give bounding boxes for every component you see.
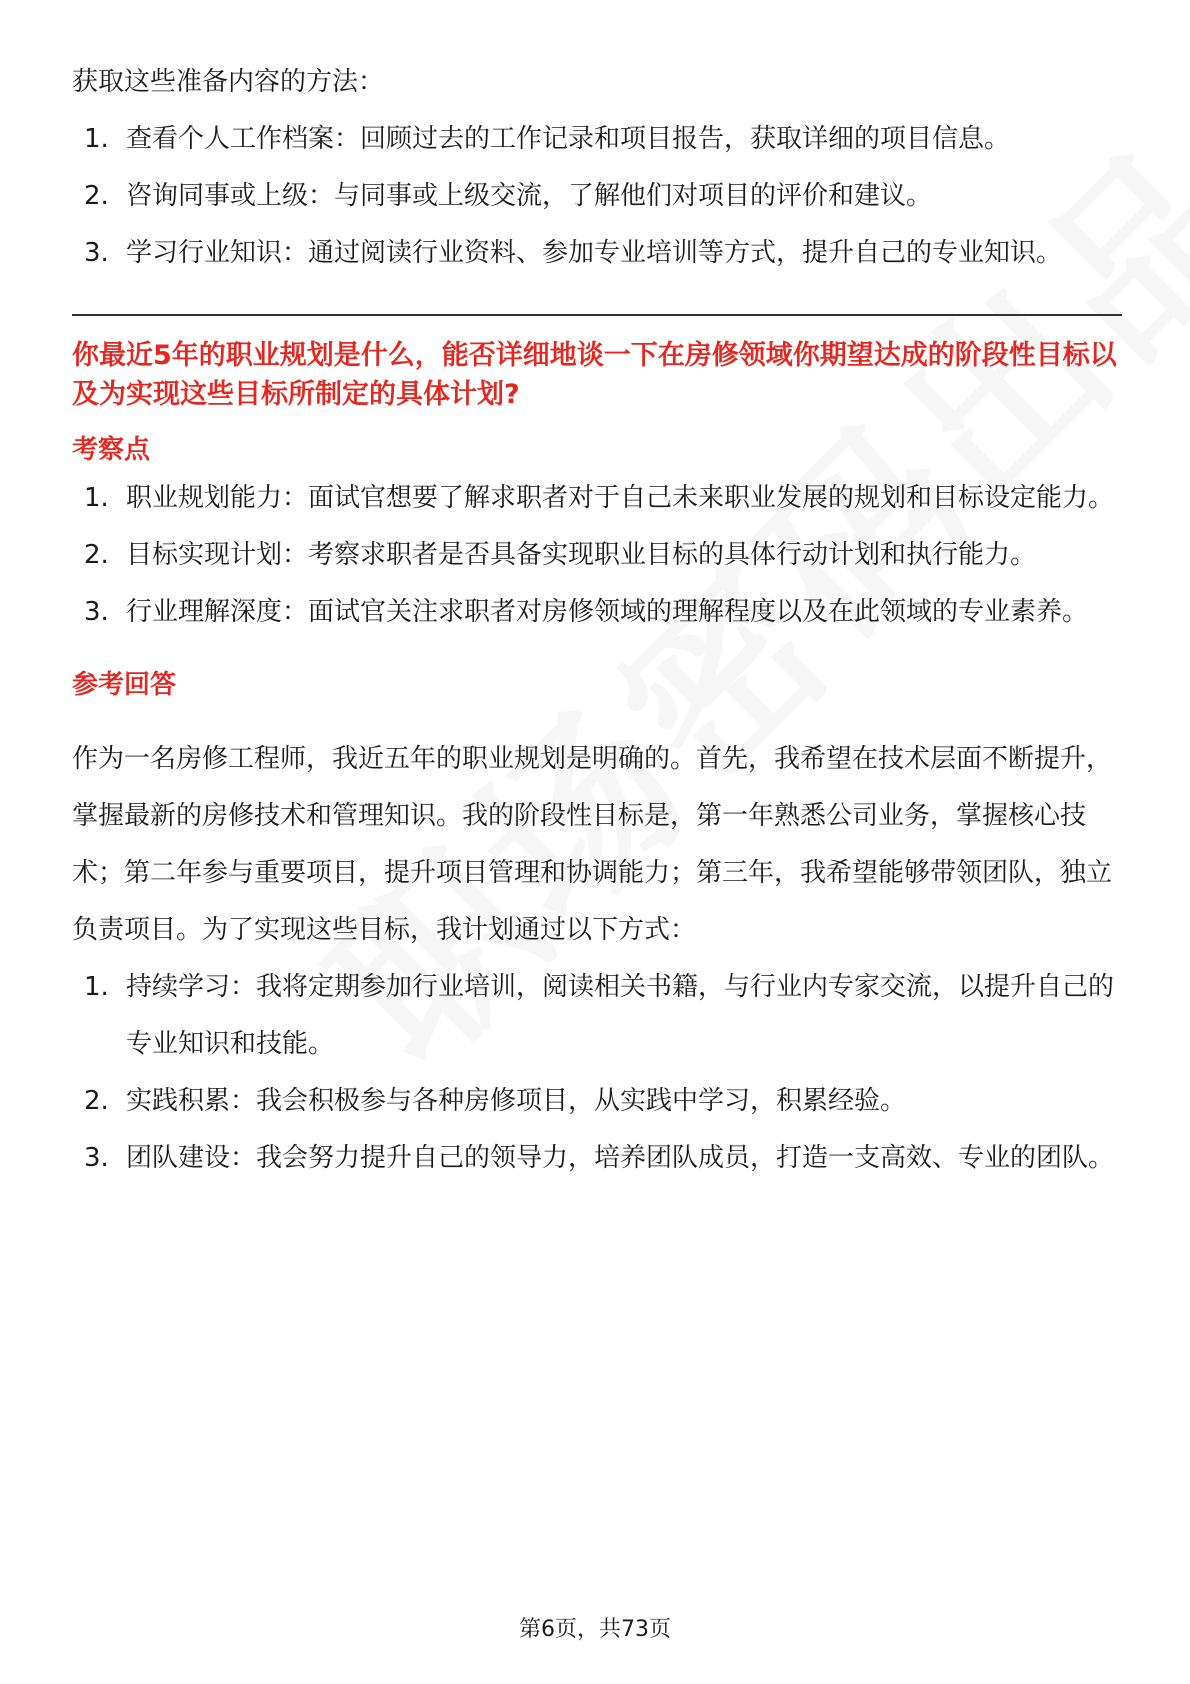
list-text: 职业规划能力：面试官想要了解求职者对于自己未来职业发展的规划和目标设定能力。 (126, 483, 1115, 513)
list-text: 行业理解深度：面试官关注求职者对房修领域的理解程度以及在此领域的专业素养。 (126, 597, 1089, 627)
list-item (72, 1130, 1122, 1187)
list-item (72, 111, 1122, 168)
list-text: 查看个人工作档案：回顾过去的工作记录和项目报告，获取详细的项目信息。 (126, 124, 1011, 154)
list-item (72, 584, 1122, 641)
list-number: 1. (84, 124, 109, 154)
focus-heading: 考察点 (72, 435, 151, 465)
list-item (72, 168, 1122, 225)
section-divider (72, 314, 1122, 316)
answer-heading: 参考回答 (72, 670, 177, 700)
list-text: 持续学习：我将定期参加行业培训，阅读相关书籍，与行业内专家交流，以提升自己的专业知识和技能。 (126, 972, 1115, 1059)
list-number: 2. (84, 181, 109, 211)
list-number: 3. (84, 1143, 109, 1173)
interview-question: 你最近5年的职业规划是什么，能否详细地谈一下在房修领域你期望达成的阶段性目标以及为实现这些目标所制定的具体计划? (72, 340, 1117, 410)
focus-list (72, 470, 1122, 641)
list-text: 团队建设：我会努力提升自己的领导力，培养团队成员，打造一支高效、专业的团队。 (126, 1143, 1115, 1173)
plans-list (72, 959, 1122, 1187)
list-item (72, 1073, 1122, 1130)
list-number: 3. (84, 238, 109, 268)
list-item (72, 225, 1122, 282)
list-text: 实践积累：我会积极参与各种房修项目，从实践中学习，积累经验。 (126, 1086, 907, 1116)
list-item (72, 470, 1122, 527)
list-text: 目标实现计划：考察求职者是否具备实现职业目标的具体行动计划和执行能力。 (126, 540, 1037, 570)
list-number: 1. (84, 972, 109, 1002)
list-text: 学习行业知识：通过阅读行业资料、参加专业培训等方式，提升自己的专业知识。 (126, 238, 1063, 268)
page-footer: 第6页，共73页 (519, 1617, 671, 1642)
list-item (72, 959, 1122, 1073)
list-number: 1. (84, 483, 109, 513)
list-number: 2. (84, 540, 109, 570)
methods-intro: 获取这些准备内容的方法： (72, 67, 385, 97)
list-number: 2. (84, 1086, 109, 1116)
document-body (72, 0, 1122, 1187)
list-item (72, 527, 1122, 584)
answer-paragraph: 作为一名房修工程师，我近五年的职业规划是明确的。首先，我希望在技术层面不断提升，掌握最新的房修技术和管理知识。我的阶段性目标是，第一年熟悉公司业务，掌握核心技术；第二年参与重要项目，提升项目管理和协调能力；第三年，我希望能够带领团队，独立负责项目。为了实现这些目标，我计划通过以下方式： (72, 744, 1113, 945)
list-text: 咨询同事或上级：与同事或上级交流，了解他们对项目的评价和建议。 (126, 181, 933, 211)
methods-list (72, 111, 1122, 282)
list-number: 3. (84, 597, 109, 627)
